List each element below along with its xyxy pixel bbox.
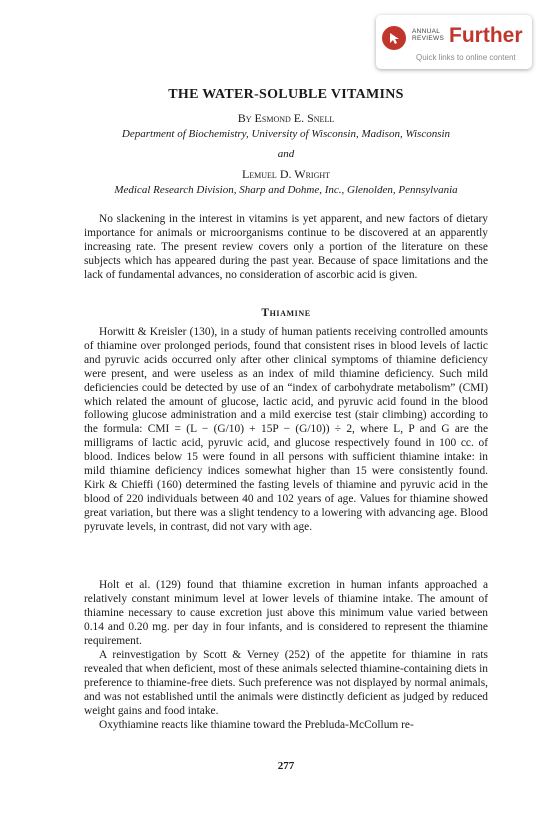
- cursor-arrow-icon: [382, 26, 406, 50]
- further-brand: Further: [449, 24, 523, 47]
- paragraph-2: Holt et al. (129) found that thiamine excretion in human infants approached a relatively constant minimum level at lower levels of thiamine intake. The amount of thiamine necessary to cause excretion just above this minimum value varied between 0.14 and 0.20 mg. per day in four infants, and is considered to represent the thiamine requirement.: [84, 579, 488, 647]
- paragraph-4: Oxythiamine reacts like thiamine toward the Prebluda-McCollum re-: [99, 719, 414, 731]
- further-badge[interactable]: [376, 15, 532, 69]
- page-number: 277: [277, 760, 295, 772]
- intro-paragraph: No slackening in the interest in vitamins is yet apparent, and new factors of dietary importance for animals or microorganisms continue to be discovered at an apparently increasing rate. The present review covers only a portion of the literature on these subjects which has appeared during the past year. Because of space limitations and the lack of fundamental advances, no consideration of ascorbic acid is given.: [84, 213, 488, 281]
- paragraph-3: A reinvestigation by Scott & Verney (252) of the appetite for thiamine in rats revealed that when deficient, most of these animals selected thiamine-containing diets in preference to thiamine-free diets. Such preference was not displayed by normal animals, and was not established until the animals were distinctly deficient as judged by reduced weight gains and food intake.: [84, 649, 488, 717]
- affiliation-2: Medical Research Division, Sharp and Dohme, Inc., Glenolden, Pennsylvania: [114, 184, 458, 196]
- author-1: By Esmond E. Snell: [237, 111, 335, 125]
- author-2: Lemuel D. Wright: [241, 167, 331, 181]
- and-separator: and: [277, 148, 295, 160]
- further-tagline: Quick links to online content: [416, 53, 516, 62]
- publisher-name: ANNUAL REVIEWS: [412, 28, 445, 42]
- section-heading: Thiamine: [261, 307, 311, 319]
- affiliation-1: Department of Biochemistry, University of Wisconsin, Madison, Wisconsin: [121, 128, 451, 140]
- article-title: THE WATER-SOLUBLE VITAMINS: [168, 87, 404, 102]
- paragraph-1: Horwitt & Kreisler (130), in a study of human patients receiving controlled amounts of thiamine over prolonged periods, found that consistent rises in blood levels of lactic and pyruvic acids occurred only after other clinical symptoms of thiamine deficiency were present, and were useless as an index of mild thiamine deficiency. Such mild deficiencies could be detected by use of an “index of carbohydrate metabolism” (CMI) which related the amount of glucose, lactic acid, and pyruvic acid found in the blood following glucose administration and a mild exercise test (stair climbing) according to the formula: CMI = (L − (G/10) + 15P − (G/10)) ÷ 2, where L, P and G are the milligrams of lactic acid, pyruvic acid, and glucose respectively found in 100 cc. of blood. Indices below 15 were found in all persons with sufficient thiamine intake: in mild thiamine deficiency indices somewhat higher than 15 were consistently found. Kirk & Chieffi (160) determined the fasting levels of thiamine and pyruvic acid in the blood of 220 individuals between 40 and 102 years of age. Values for thiamine showed great variation, but there was a slight tendency to a lowering with advancing age. Blood pyruvate levels, in contrast, did not vary with age.: [84, 326, 488, 533]
